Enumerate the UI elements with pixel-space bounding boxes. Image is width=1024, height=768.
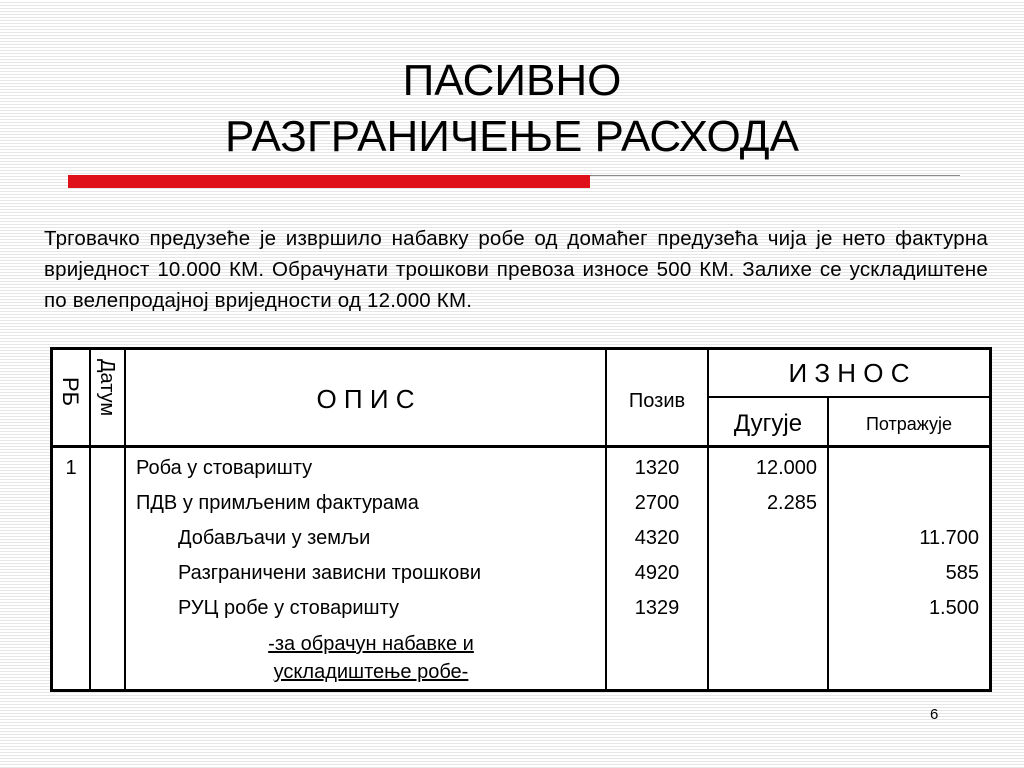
- poziv-cell: 4320: [634, 527, 680, 549]
- entry-note-line1: -за обрачун набавке и: [268, 633, 474, 655]
- table-border-bottom: [50, 689, 992, 692]
- potrazuje-cell: 1.500: [928, 597, 979, 619]
- header-rb: РБ: [58, 377, 83, 407]
- table-border-top: [50, 347, 992, 350]
- journal-table: [50, 347, 992, 692]
- slide-title-line2: РАЗГРАНИЧЕЊЕ РАСХОДА: [225, 112, 799, 161]
- opis-cell: ПДВ у примљеним фактурама: [136, 492, 419, 514]
- poziv-cell: 4920: [634, 562, 680, 584]
- entry-note-line2: ускладиштење робе-: [273, 661, 469, 683]
- title-divider-line: [590, 175, 960, 176]
- poziv-cell: 1320: [634, 457, 680, 479]
- iznos-sub-header-line: [707, 396, 992, 398]
- header-bottom-line: [50, 445, 992, 448]
- row-number: 1: [65, 457, 77, 479]
- poziv-cell: 2700: [634, 492, 680, 514]
- table-border-right: [989, 347, 992, 692]
- duguje-cell: 2.285: [766, 492, 817, 514]
- opis-cell: Разграничени зависни трошкови: [178, 562, 482, 584]
- header-potrazuje: Потражује: [865, 414, 953, 434]
- poziv-cell: 1329: [634, 597, 680, 619]
- page-number: 6: [930, 706, 939, 723]
- task-description: Трговачко предузеће је извршило набавку робе од домаћег предузећа чија је нето фактурна вриједност 10.000 КМ. Обрачунати трошкови превоза износе 500 КМ. Залихе се ускладиштене по велепродајној вриједности од 12.000 КМ.: [44, 226, 988, 312]
- header-iznos: И З Н О С: [788, 358, 910, 388]
- col-line-rb: [89, 347, 91, 692]
- title-accent-bar: [68, 175, 590, 188]
- potrazuje-cell: 11.700: [919, 527, 979, 549]
- opis-cell: Роба у стоваришту: [136, 457, 313, 479]
- header-datum: Датум: [96, 359, 118, 417]
- header-duguje: Дугује: [733, 410, 803, 437]
- slide-title-line1: ПАСИВНО: [402, 56, 622, 105]
- potrazuje-cell: 585: [945, 562, 979, 584]
- opis-cell: РУЦ робе у стоваришту: [178, 597, 399, 619]
- header-opis: О П И С: [316, 384, 415, 414]
- opis-cell: Добављачи у земљи: [178, 527, 371, 549]
- duguje-cell: 12.000: [755, 457, 817, 479]
- header-poziv: Позив: [628, 390, 686, 412]
- table-border-left: [50, 347, 53, 692]
